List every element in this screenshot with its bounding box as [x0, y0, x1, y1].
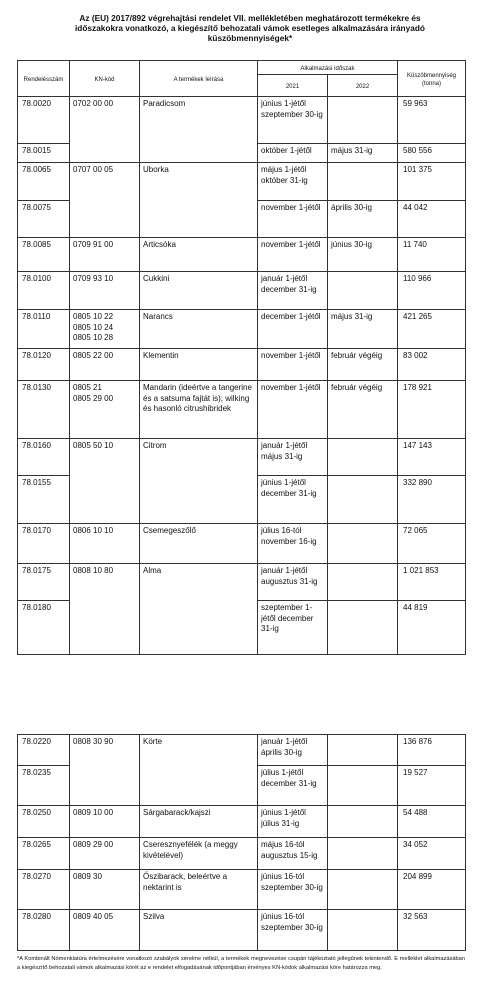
threshold-cell: 101 375	[398, 163, 466, 201]
threshold-cell: 34 052	[398, 838, 466, 870]
threshold-table-part-2	[17, 734, 466, 951]
period-2021-cell: június 1-jétől július 31-ig	[258, 806, 328, 838]
kn-code-cell: 0805 50 10	[70, 439, 140, 524]
order-number-cell: 78.0280	[18, 910, 70, 951]
period-2022-cell	[328, 766, 398, 806]
threshold-cell: 11 740	[398, 238, 466, 272]
order-number-cell: 78.0085	[18, 238, 70, 272]
order-number-cell: 78.0250	[18, 806, 70, 838]
kn-code-cell: 0809 30	[70, 870, 140, 910]
description-cell: Cseresznyefélék (a meggy kivételével)	[140, 838, 258, 870]
period-2022-cell	[328, 476, 398, 524]
kn-code-cell: 0808 10 80	[70, 564, 140, 655]
threshold-cell: 44 042	[398, 201, 466, 238]
header-kn-code: KN-kód	[70, 61, 140, 97]
period-2022-cell	[328, 524, 398, 564]
period-2022-cell	[328, 564, 398, 601]
kn-code-cell: 0702 00 00	[70, 97, 140, 163]
table-row	[18, 439, 466, 476]
period-2021-cell: május 1-jétől október 31-ig	[258, 163, 328, 201]
threshold-cell: 19 527	[398, 766, 466, 806]
period-2022-cell	[328, 910, 398, 951]
order-number-cell: 78.0175	[18, 564, 70, 601]
order-number-cell: 78.0110	[18, 310, 70, 349]
threshold-cell: 72 065	[398, 524, 466, 564]
description-cell: Paradicsom	[140, 97, 258, 163]
threshold-cell: 147 143	[398, 439, 466, 476]
period-2021-cell: június 1-jétől december 31-ig	[258, 476, 328, 524]
kn-code-cell: 0709 93 10	[70, 272, 140, 310]
threshold-cell: 32 563	[398, 910, 466, 951]
description-cell: Alma	[140, 564, 258, 655]
period-2021-cell: december 1-jétől	[258, 310, 328, 349]
description-cell: Citrom	[140, 439, 258, 524]
table-row	[18, 97, 466, 144]
description-cell: Narancs	[140, 310, 258, 349]
period-2021-cell: július 16-tól november 16-ig	[258, 524, 328, 564]
order-number-cell: 78.0155	[18, 476, 70, 524]
description-cell: Klementin	[140, 349, 258, 381]
table-row	[18, 272, 466, 310]
period-2022-cell: május 31-ig	[328, 310, 398, 349]
threshold-cell: 44 819	[398, 601, 466, 655]
period-2021-cell: június 16-tól szeptember 30-ig	[258, 870, 328, 910]
period-2022-cell	[328, 870, 398, 910]
threshold-cell: 1 021 853	[398, 564, 466, 601]
period-2022-cell: február végéig	[328, 381, 398, 439]
order-number-cell: 78.0220	[18, 735, 70, 766]
threshold-cell: 54 488	[398, 806, 466, 838]
order-number-cell: 78.0180	[18, 601, 70, 655]
threshold-cell: 580 556	[398, 144, 466, 163]
period-2022-cell	[328, 272, 398, 310]
table-row	[18, 381, 466, 439]
order-number-cell: 78.0015	[18, 144, 70, 163]
description-cell: Szilva	[140, 910, 258, 951]
order-number-cell: 78.0075	[18, 201, 70, 238]
description-cell: Őszibarack, beleértve a nektarint is	[140, 870, 258, 910]
period-2021-cell: május 16-tól augusztus 15-ig	[258, 838, 328, 870]
kn-code-cell: 0805 10 22 0805 10 24 0805 10 28	[70, 310, 140, 349]
kn-code-cell: 0805 21 0805 29 00	[70, 381, 140, 439]
kn-code-cell: 0805 22 00	[70, 349, 140, 381]
table-row	[18, 524, 466, 564]
order-number-cell: 78.0170	[18, 524, 70, 564]
period-2021-cell: január 1-jétől május 31-ig	[258, 439, 328, 476]
table-row	[18, 735, 466, 766]
footnote: *A Kombinált Nómenklatúra értelmezésére vonatkozó szabályok sérelme nélkül, a termékek megnevezése csupán tájékoztató jellegűnek tekintendő. E melléklet alkalmazásában a kiegészítő behozatali vámok alkalmazási körét az e rendelet elfogadásának időpontjában érvényes KN-kódok alkalmazási köre határozza meg.	[17, 956, 465, 971]
kn-code-cell: 0806 10 10	[70, 524, 140, 564]
order-number-cell: 78.0065	[18, 163, 70, 201]
threshold-cell: 110 966	[398, 272, 466, 310]
kn-code-cell: 0808 30 90	[70, 735, 140, 806]
threshold-cell: 83 002	[398, 349, 466, 381]
order-number-cell: 78.0270	[18, 870, 70, 910]
period-2022-cell: június 30-ig	[328, 238, 398, 272]
kn-code-cell: 0809 40 05	[70, 910, 140, 951]
table-row	[18, 310, 466, 349]
period-2022-cell	[328, 439, 398, 476]
period-2021-cell: július 1-jétől december 31-ig	[258, 766, 328, 806]
period-2021-cell: november 1-jétől	[258, 349, 328, 381]
period-2021-cell: október 1-jétől	[258, 144, 328, 163]
document-title: Az (EU) 2017/892 végrehajtási rendelet VII. mellékletében meghatározott termékekre és időszakokra vonatkozó, a kiegészítő behozatali vámok esetleges alkalmazására irányadó küszöbmennyiségek*	[74, 13, 425, 44]
threshold-cell: 59 963	[398, 97, 466, 144]
period-2021-cell: június 16-tól szeptember 30-ig	[258, 910, 328, 951]
threshold-cell: 204 899	[398, 870, 466, 910]
header-order-number: Rendelésszám	[18, 61, 70, 97]
threshold-cell: 421 265	[398, 310, 466, 349]
order-number-cell: 78.0020	[18, 97, 70, 144]
table-row	[18, 238, 466, 272]
kn-code-cell: 0809 29 00	[70, 838, 140, 870]
kn-code-cell: 0709 91 00	[70, 238, 140, 272]
description-cell: Mandarin (ideértve a tangerine és a satsuma fajtát is); wilking és hasonló citrushibridek	[140, 381, 258, 439]
table-row	[18, 349, 466, 381]
period-2022-cell: április 30-ig	[328, 201, 398, 238]
period-2022-cell	[328, 601, 398, 655]
period-2021-cell: január 1-jétől augusztus 31-ig	[258, 564, 328, 601]
period-2021-cell: január 1-jétől április 30-ig	[258, 735, 328, 766]
description-cell: Cukkini	[140, 272, 258, 310]
order-number-cell: 78.0160	[18, 439, 70, 476]
description-cell: Uborka	[140, 163, 258, 238]
table-row	[18, 163, 466, 201]
period-2021-cell: november 1-jétől	[258, 201, 328, 238]
description-cell: Articsóka	[140, 238, 258, 272]
period-2021-cell: november 1-jétől	[258, 238, 328, 272]
threshold-table-part-1	[17, 60, 466, 655]
order-number-cell: 78.0130	[18, 381, 70, 439]
period-2022-cell	[328, 163, 398, 201]
period-2021-cell: november 1-jétől	[258, 381, 328, 439]
header-year-2021: 2021	[258, 75, 328, 97]
description-cell: Körte	[140, 735, 258, 806]
order-number-cell: 78.0100	[18, 272, 70, 310]
period-2022-cell: május 31-ig	[328, 144, 398, 163]
header-threshold: Küszöbmennyiség (tonna)	[398, 61, 466, 97]
period-2022-cell	[328, 806, 398, 838]
header-description: A termékek leírása	[140, 61, 258, 97]
table-row	[18, 910, 466, 951]
description-cell: Sárgabarack/kajszi	[140, 806, 258, 838]
order-number-cell: 78.0265	[18, 838, 70, 870]
period-2022-cell	[328, 735, 398, 766]
table-row	[18, 838, 466, 870]
order-number-cell: 78.0235	[18, 766, 70, 806]
threshold-cell: 178 921	[398, 381, 466, 439]
table-row	[18, 806, 466, 838]
period-2022-cell: február végéig	[328, 349, 398, 381]
threshold-cell: 136 876	[398, 735, 466, 766]
period-2021-cell: január 1-jétől december 31-ig	[258, 272, 328, 310]
header-period: Alkalmazási időszak	[258, 61, 398, 75]
header-year-2022: 2022	[328, 75, 398, 97]
period-2021-cell: szeptember 1-jétől december 31-ig	[258, 601, 328, 655]
order-number-cell: 78.0120	[18, 349, 70, 381]
threshold-cell: 332 890	[398, 476, 466, 524]
table-row	[18, 564, 466, 601]
period-2021-cell: június 1-jétől szeptember 30-ig	[258, 97, 328, 144]
kn-code-cell: 0809 10 00	[70, 806, 140, 838]
table-row	[18, 870, 466, 910]
period-2022-cell	[328, 97, 398, 144]
kn-code-cell: 0707 00 05	[70, 163, 140, 238]
description-cell: Csemegeszőlő	[140, 524, 258, 564]
period-2022-cell	[328, 838, 398, 870]
